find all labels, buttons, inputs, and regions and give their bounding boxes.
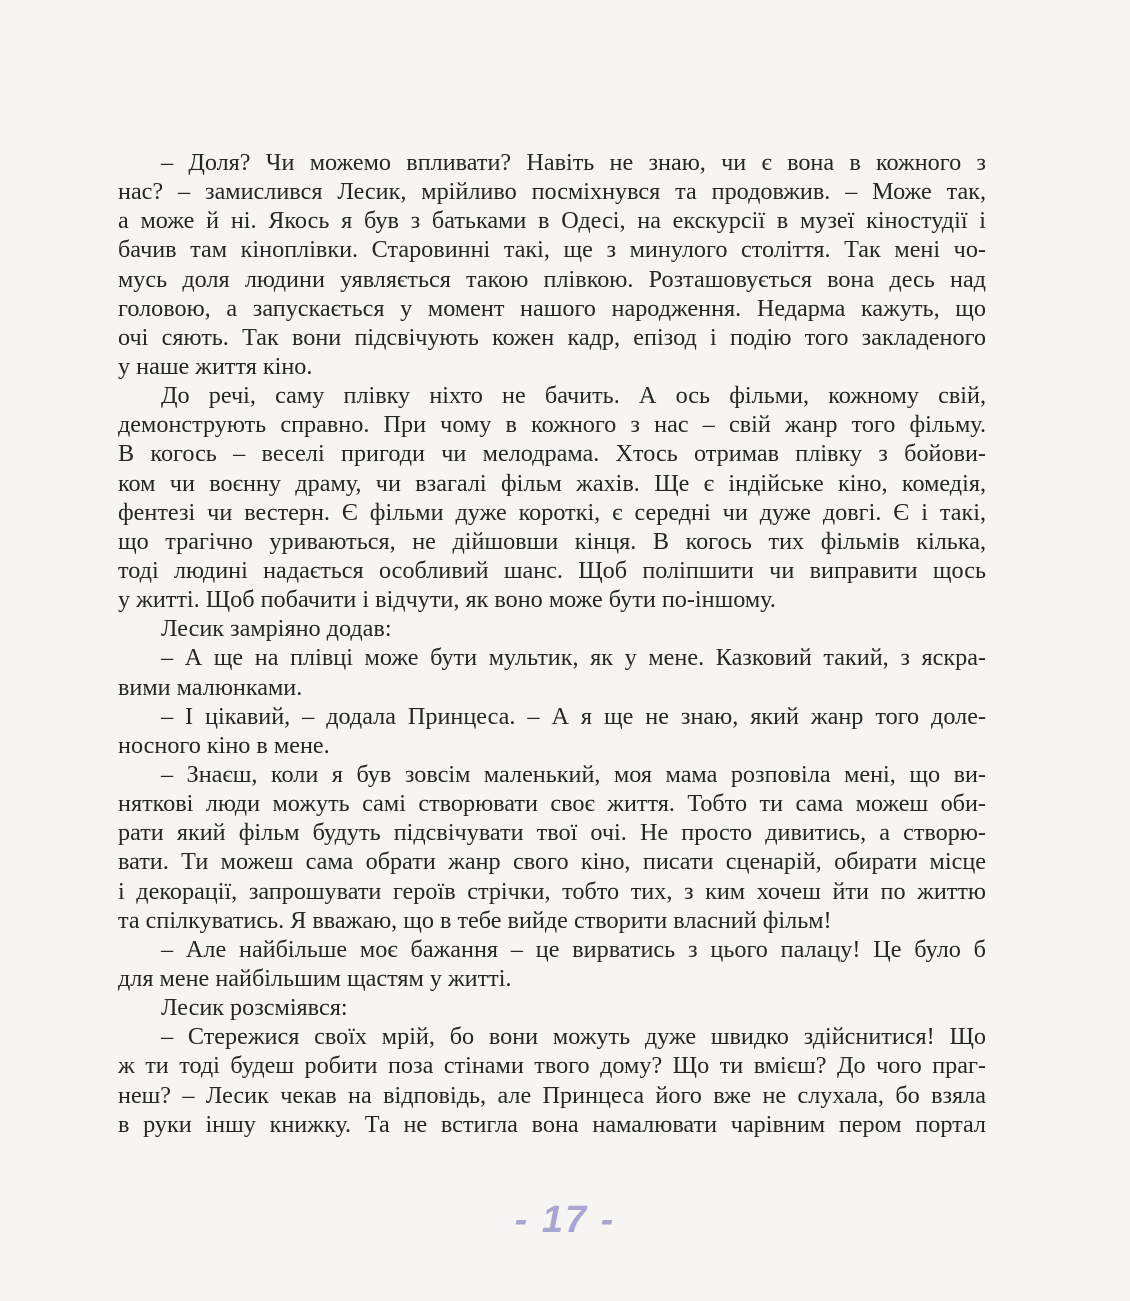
text-line: і декорації, запрошувати героїв стрічки, тобто тих, з ким хочеш йти по життю xyxy=(118,877,986,905)
text-line: в руки іншу книжку. Та не встигла вона намалювати чарівним пером портал xyxy=(118,1110,986,1138)
text-line: вати. Ти можеш сама обрати жанр свого кіно, писати сценарій, обирати місце xyxy=(118,848,986,876)
text-line: у наше життя кіно. xyxy=(118,352,313,380)
text-line: – Доля? Чи можемо впливати? Навіть не знаю, чи є вона в кожного з xyxy=(161,149,986,176)
text-line: неш? – Лесик чекав на відповідь, але Принцеса його вже не слухала, бо взяла xyxy=(118,1081,986,1109)
text-line: у житті. Щоб побачити і відчути, як воно може бути по-іншому. xyxy=(118,586,776,614)
text-line: демонструють справно. При чому в кожного з нас – свій жанр того фільму. xyxy=(118,411,986,439)
text-line: ком чи воєнну драму, чи взагалі фільм жахів. Ще є індійське кіно, комедія, xyxy=(118,469,986,497)
text-line: мусь доля людини уявляється такою плівкою. Розташовується вона десь над xyxy=(118,265,986,293)
text-line: а може й ні. Якось я був з батьками в Одесі, на екскурсії в музеї кіностудії і xyxy=(118,207,986,235)
text-line: – Але найбільше моє бажання – це вирватись з цього палацу! Це було б xyxy=(161,935,986,963)
text-line: До речі, саму плівку ніхто не бачить. А ось фільми, кожному свій, xyxy=(161,382,986,410)
text-line: що трагічно уриваються, не дійшовши кінця. В когось тих фільмів кілька, xyxy=(118,527,986,555)
text-line: вими малюнками. xyxy=(118,673,303,701)
text-line: головою, а запускається у момент нашого народження. Недарма кажуть, що xyxy=(118,294,986,322)
text-line: тоді людині надається особливий шанс. Щоб поліпшити чи виправити щось xyxy=(118,556,986,584)
text-line: очі сяють. Так вони підсвічують кожен кадр, епізод і подію того закладеного xyxy=(118,323,986,351)
text-line: нас? – замислився Лесик, мрійливо посміхнувся та продовжив. – Може так, xyxy=(118,178,986,206)
text-line: няткові люди можуть самі створювати своє життя. Тобто ти сама можеш оби- xyxy=(118,790,986,818)
text-line: В когось – веселі пригоди чи мелодрама. Хтось отримав плівку з бойови- xyxy=(118,440,986,468)
text-line: – Знаєш, коли я був зовсім маленький, моя мама розповіла мені, що ви- xyxy=(161,760,986,788)
body-text xyxy=(118,148,986,1139)
text-line: – Стережися своїх мрій, бо вони можуть дуже швидко здійснитися! Що xyxy=(161,1023,986,1051)
text-line: та спілкуватись. Я вважаю, що в тебе вийде створити власний фільм! xyxy=(118,906,832,934)
text-line: для мене найбільшим щастям у житті. xyxy=(118,964,512,992)
text-line: – А ще на плівці може бути мультик, як у мене. Казковий такий, з яскра- xyxy=(161,644,986,672)
page-number: - 17 - xyxy=(514,1199,616,1241)
text-line: бачив там кіноплівки. Старовинні такі, ще з минулого століття. Так мені чо- xyxy=(118,236,986,264)
text-line: – І цікавий, – додала Принцеса. – А я ще не знаю, який жанр того доле- xyxy=(161,702,986,730)
text-line: Лесик розсміявся: xyxy=(161,994,348,1022)
text-line: фентезі чи вестерн. Є фільми дуже короткі, є середні чи дуже довгі. Є і такі, xyxy=(118,498,986,526)
text-line: носного кіно в мене. xyxy=(118,731,330,759)
text-line: рати який фільм будуть підсвічувати твої очі. Не просто дивитись, а створю- xyxy=(118,819,986,847)
text-line: ж ти тоді будеш робити поза стінами твого дому? Що ти вмієш? До чого праг- xyxy=(118,1052,986,1080)
text-line: Лесик замріяно додав: xyxy=(161,615,392,643)
